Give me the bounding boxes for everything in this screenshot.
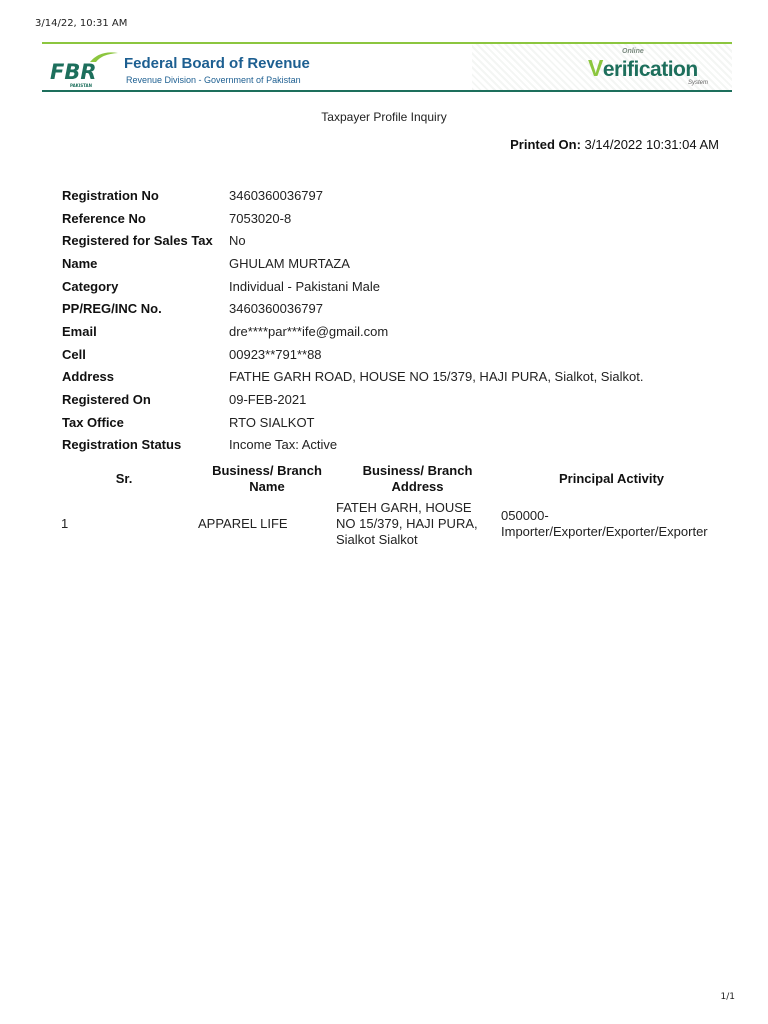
printed-on-label: Printed On: xyxy=(510,137,581,152)
branch-activity-line: Importer/Exporter/Exporter/Exporter xyxy=(501,524,708,539)
profile-label: PP/REG/INC No. xyxy=(62,301,162,317)
profile-value: 7053020-8 xyxy=(229,210,292,226)
column-header-branch-name xyxy=(198,460,336,498)
profile-value: 00923**791**88 xyxy=(229,346,322,362)
fbr-logo xyxy=(50,50,120,88)
profile-value: FATHE GARH ROAD, HOUSE NO 15/379, HAJI PURA, Sialkot, Sialkot. xyxy=(229,369,644,385)
profile-row-email xyxy=(62,320,643,343)
branch-name-cell: APPAREL LIFE xyxy=(198,516,288,531)
profile-label: Registered for Sales Tax xyxy=(62,233,213,249)
branch-table-header-row xyxy=(50,460,724,498)
page-counter: 1/1 xyxy=(720,992,735,1002)
header-banner xyxy=(42,42,732,92)
column-header-branch-name-line2: Name xyxy=(249,479,285,494)
printed-on xyxy=(510,137,719,152)
profile-row-address xyxy=(62,366,643,389)
verification-wordmark xyxy=(588,55,698,82)
profile-row-sales-tax xyxy=(62,229,643,252)
profile-label: Address xyxy=(62,369,115,385)
profile-label: Cell xyxy=(62,346,86,362)
table-row xyxy=(50,498,724,550)
profile-value: Income Tax: Active xyxy=(229,437,338,453)
printed-on-value: 3/14/2022 10:31:04 AM xyxy=(584,137,719,152)
profile-row-tax-office xyxy=(62,411,643,434)
profile-label: Registration Status xyxy=(62,437,182,453)
profile-value: 3460360036797 xyxy=(229,187,323,203)
branch-activity-line: 050000- xyxy=(501,508,549,523)
profile-value: 09-FEB-2021 xyxy=(229,392,307,408)
fbr-logo-text: FBR xyxy=(50,60,97,84)
branch-sr-cell: 1 xyxy=(61,516,69,531)
column-header-branch-address-line2: Address xyxy=(391,479,444,494)
online-verification-logo xyxy=(588,46,718,90)
column-header-branch-name-line1: Business/ Branch xyxy=(212,463,322,478)
branch-address-line: FATEH GARH, HOUSE xyxy=(336,500,472,515)
profile-row-cell xyxy=(62,343,643,366)
profile-label: Category xyxy=(62,278,119,294)
profile-label: Registration No xyxy=(62,187,159,203)
branch-activity-cell xyxy=(499,498,724,550)
verification-system-text: System xyxy=(687,80,708,86)
org-title: Federal Board of Revenue xyxy=(124,55,310,72)
profile-value: dre****par***ife@gmail.com xyxy=(229,323,389,339)
print-timestamp: 3/14/22, 10:31 AM xyxy=(35,18,128,29)
fbr-logo-subtext: PAKISTAN xyxy=(70,83,92,88)
profile-row-category xyxy=(62,275,643,298)
profile-table xyxy=(62,184,643,456)
report-title: Taxpayer Profile Inquiry xyxy=(321,110,447,124)
profile-label: Reference No xyxy=(62,210,146,226)
branch-address-line: Sialkot Sialkot xyxy=(336,532,418,547)
column-header-branch-address-line1: Business/ Branch xyxy=(362,463,473,478)
verification-online-text: Online xyxy=(622,48,644,55)
branch-address-line: NO 15/379, HAJI PURA, xyxy=(336,516,478,531)
branch-address-cell xyxy=(336,498,499,550)
org-subtitle: Revenue Division - Government of Pakistan xyxy=(126,75,301,85)
profile-value: RTO SIALKOT xyxy=(229,414,315,430)
profile-label: Email xyxy=(62,323,97,339)
profile-row-reference-no xyxy=(62,207,643,230)
profile-value: Individual - Pakistani Male xyxy=(229,278,381,294)
profile-label: Name xyxy=(62,255,98,271)
branch-table xyxy=(50,460,724,550)
column-header-sr: Sr. xyxy=(115,471,133,486)
profile-row-name xyxy=(62,252,643,275)
profile-row-registration-no xyxy=(62,184,643,207)
profile-value: GHULAM MURTAZA xyxy=(229,255,350,271)
profile-label: Registered On xyxy=(62,392,151,408)
column-header-branch-address xyxy=(336,460,499,498)
profile-row-registered-on xyxy=(62,388,643,411)
profile-row-pp-reg-inc-no xyxy=(62,297,643,320)
profile-value: No xyxy=(229,233,246,249)
column-header-principal-activity: Principal Activity xyxy=(559,471,664,486)
profile-row-registration-status xyxy=(62,434,643,457)
profile-value: 3460360036797 xyxy=(229,301,323,317)
verification-main-text: erification xyxy=(602,58,698,81)
verification-check-icon: V xyxy=(588,55,603,81)
profile-label: Tax Office xyxy=(62,414,124,430)
